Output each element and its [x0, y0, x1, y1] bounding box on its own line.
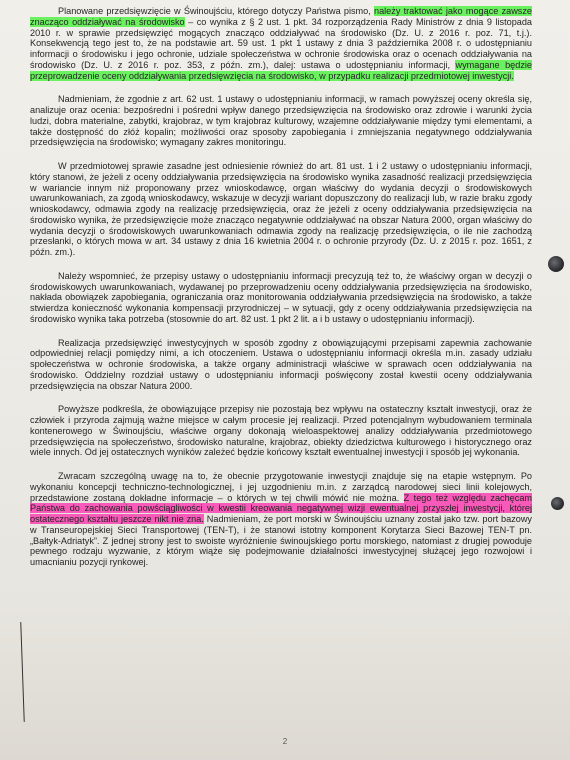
highlighted-text-pink: Z tego też względu zachęcam Państwa do zachowania powściągliwości w kwestii kreowania negatywnej wizji ewentualnej przyszłej inwestycji, której ostatecznego kształtu jeszcze nikt nie zna.: [30, 492, 532, 524]
paragraph-text: W przedmiotowej sprawie zasadne jest odniesienie również do art. 81 ust. 1 i 2 ustawy o udostępnianiu informacji, który stanowi, że jeżeli z oceny oddziaływania przedsięwzięcia na środowisko wynika zasadność realizacji przedsięwzięcia w wariancie innym niż proponowany przez wnioskodawcę, organ właściwy do wydania decyzji o środowiskowych uwarunkowaniach, za zgodą wnioskodawcy, wskazuje w decyzji wariant dopuszczony do realizacji lub, w razie braku zgody wnioskodawcy, odmawia zgody na realizację przedsięwzięcia, oraz że jeżeli z oceny oddziaływania przedsięwzięcia na środowisko wynika, że przedsięwzięcie może znacząco negatywnie oddziaływać na obszar Natura 2000, organ właściwy do wydania decyzji o środowiskowych uwarunkowaniach odmawia zgody na realizację przedsięwzięcia, o ile nie zachodzą przesłanki, o których mowa w art. 34 ustawy z dnia 16 kwietnia 2004 r. o ochronie przyrody (Dz. U. z 2015 r. poz. 1651, z późn. zm.).: [30, 161, 532, 257]
highlighted-text-green: należy traktować jako mogące zawsze znacząco oddziaływać na środowisko: [30, 6, 532, 27]
paragraph-text: Nadmieniam, że port morski w Świnoujściu uznany został jako tzw. port bazowy w Transeuropejskiej Sieci Transportowej (TEN-T), i że stanowi istotny komponent Korytarza Sieci Bazowej TEN-T pn. „Bałtyk-Adriatyk”. Z jednej strony jest to swoiste wyróżnienie świnoujskiego portu morskiego, natomiast z drugiej powoduje pewnego rodzaju wyzwanie, z którym wiąże się podejmowanie działalności inwestycyjnej służącej jego rozwojowi i umacnianiu pozycji rynkowej.: [30, 514, 532, 567]
paragraph-1: [30, 6, 532, 81]
paragraph-text: Zwracam szczególną uwagę na to, że obecnie przygotowanie inwestycji znajduje się na etapie wstępnym. Po wykonaniu koncepcji techniczno-technologicznej, i jej uzgodnieniu m.in. z zarządcą narodowej sieci linii kolejowych, przedstawione zostaną dokładne informacje – o których w tej chwili mówić nie można.: [30, 471, 532, 503]
paragraph-text: Realizacja przedsięwzięć inwestycyjnych w sposób zgodny z obowiązującymi przepisami zapewnia zachowanie odpowiedniej relacji pomiędzy nimi, a ich otoczeniem. Ustawa o udostępnianiu informacji określa m.in. zasady udziału społeczeństwa w ochronie środowiska, a także organy administracji właściwe w sprawach ocen oddziaływania na środowisko. Oddzielny rozdział ustawy o udostępnianiu informacji poświęcony został kwestii oceny oddziaływania przedsięwzięcia na obszar Natura 2000.: [30, 337, 532, 391]
binder-hole-top: [548, 256, 564, 272]
paragraph-2: [30, 94, 532, 148]
paragraph-4: [30, 271, 532, 325]
highlighted-text-green: wymagane będzie przeprowadzenie oceny oddziaływania przedsięwzięcia na środowisko, w przypadku realizacji przedmiotowej inwestycji.: [30, 59, 532, 81]
letter-body: [30, 6, 532, 581]
paragraph-3: [30, 161, 532, 258]
paragraph-text: Nadmieniam, że zgodnie z art. 62 ust. 1 ustawy o udostępnianiu informacji, w ramach powyższej oceny określa się, analizuje oraz ocenia: bezpośredni i pośredni wpływ danego przedsięwzięcia na środowisko oraz zdrowie i warunki życia ludzi, dobra materialne, zabytki, krajobraz, w tym krajobraz kulturowy, wzajemne oddziaływanie między tymi elementami, a także dostępność do złóż kopalin; możliwości oraz sposoby zapobiegania i zmniejszania negatywnego oddziaływania przedsięwzięcia na środowisko; wymagany zakres monitoringu.: [30, 94, 532, 148]
handwritten-margin-mark: [20, 622, 25, 722]
paragraph-text: Należy wspomnieć, że przepisy ustawy o udostępnianiu informacji precyzują też to, że właściwy organ w decyzji o środowiskowych uwarunkowaniach, wydawanej po przeprowadzeniu oceny oddziaływania przedsięwzięcia na środowisko, nakłada obowiązek zapobiegania, ograniczania oraz monitorowania oddziaływania przedsięwzięcia na środowisko, a także stwierdza konieczność wykonania kompensacji przyrodniczej – w sytuacji, gdy z oceny oddziaływania przedsięwzięcia na środowisko wynika taka potrzeba (stosownie do art. 82 ust. 1 pkt 2 lit. a i b ustawy o udostępnianiu informacji).: [30, 270, 532, 324]
paragraph-7: [30, 471, 532, 568]
paragraph-text: Planowane przedsięwzięcie w Świnoujściu, którego dotyczy Państwa pismo,: [58, 6, 374, 16]
binder-hole-bottom: [551, 497, 564, 510]
paragraph-text: Powyższe podkreśla, że obowiązujące przepisy nie pozostają bez wpływu na ostateczny kształt inwestycji, oraz że człowiek i przyroda zajmują ważne miejsce w całym procesie jej realizacji. Przed potencjalnym wybudowaniem terminala kontenerowego w Świnoujściu, właściwe organy dokonają wieloaspektowej analizy oddziaływania przedmiotowego przedsięwzięcia na społeczeństwo, środowisko naturalne, krajobraz, obiekty dziedzictwa kulturowego i historycznego oraz wiele innych. Od jej ostatecznych wyników zależeć będzie końcowy kształt ewentualnej inwestycji i sposób jej wykonania.: [30, 404, 532, 458]
page-number: 2: [282, 737, 288, 746]
paragraph-6: [30, 404, 532, 458]
paragraph-text: – co wynika z § 2 ust. 1 pkt. 34 rozporządzenia Rady Ministrów z dnia 9 listopada 2010 r. w sprawie przedsięwzięć mogących znacząco oddziaływać na środowisko (Dz. U. z 2016 r. poz. 71, t.j.). Konsekwencją tego jest to, że na podstawie art. 59 ust. 1 pkt 1 ustawy z dnia 3 października 2008 r. o udostępnianiu informacji o środowisku i jego ochronie, udziale społeczeństwa w ochronie środowiska oraz o ocenach oddziaływania na środowisko (Dz. U. z 2016 r. poz. 353, z późn. zm.), dalej: ustawa o udostępnianiu informacji,: [30, 16, 533, 70]
paragraph-5: [30, 338, 532, 392]
